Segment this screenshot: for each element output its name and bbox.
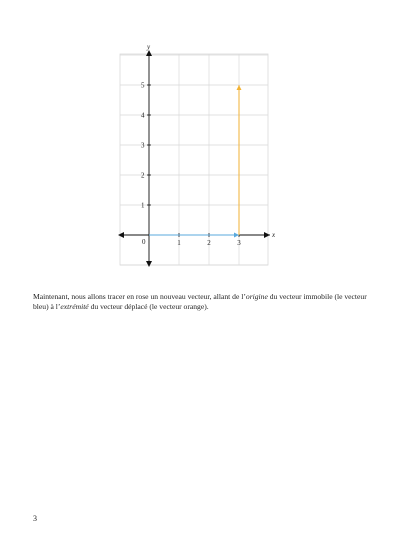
- axis-ticks: [147, 85, 239, 237]
- origine-emphasis: origine: [245, 292, 268, 301]
- x-tick-label: 2: [207, 239, 211, 247]
- origin-label: 0: [142, 238, 146, 246]
- x-tick-label: 1: [177, 239, 181, 247]
- x-axis-label: x: [272, 231, 276, 239]
- extremite-emphasis: extrémité: [60, 302, 89, 312]
- y-tick-label: 3: [141, 141, 145, 150]
- paragraph-part1: Maintenant, nous allons tracer en rose un nouveau vecteur, allant de l’: [33, 292, 246, 301]
- y-axis-label: y: [147, 43, 151, 51]
- page-number: 3: [33, 514, 37, 523]
- x-axis-arrow-left: [118, 232, 124, 238]
- y-axis-arrow-bottom: [146, 261, 152, 267]
- paragraph-part3: du vecteur déplacé (le vecteur orange).: [88, 302, 209, 312]
- x-tick-label: 3: [237, 239, 241, 247]
- blue-vector-arrowhead: [234, 233, 239, 238]
- tick-labels: [141, 81, 241, 247]
- x-axis-arrow-right: [264, 232, 270, 238]
- y-tick-label: 1: [141, 201, 145, 210]
- y-tick-label: 4: [141, 111, 145, 120]
- orange-vector-arrowhead: [237, 85, 242, 90]
- body-paragraph: [33, 292, 378, 313]
- y-tick-label: 5: [141, 81, 145, 90]
- y-tick-label: 2: [141, 171, 145, 180]
- paragraph-part2: du vecteur immobile (le vecteur bleu) à l’: [33, 292, 367, 312]
